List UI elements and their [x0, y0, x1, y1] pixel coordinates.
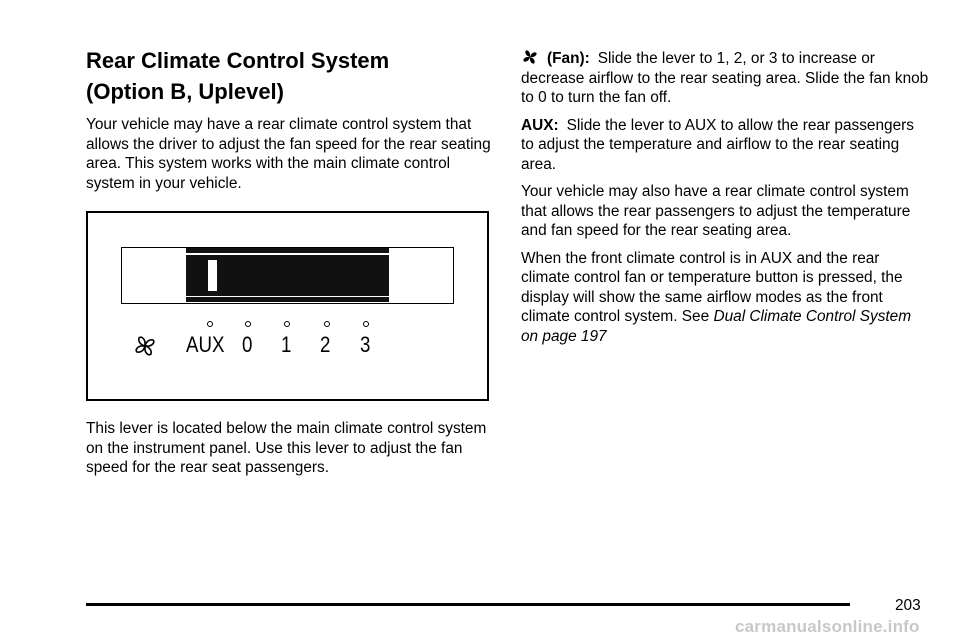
position-dot-aux — [207, 321, 213, 327]
scale-label-2: 2 — [320, 332, 331, 357]
fan-icon — [133, 334, 157, 358]
lever-location-paragraph: This lever is located below the main climate control system on the instrument panel. Use this lever to adjust the fan speed for the rear seat passengers. — [86, 420, 487, 476]
rear-climate-lever-illustration — [86, 211, 489, 401]
aux-display-paragraph — [521, 249, 931, 347]
footer-rule — [86, 603, 850, 606]
section-heading — [86, 45, 491, 107]
position-dot-3 — [363, 321, 369, 327]
page-reference-link[interactable]: Dual Climate Control System on page 197 — [521, 308, 912, 345]
aux-text: Slide the lever to AUX to allow the rear passengers to adjust the temperature and airflow to the rear seating area. — [521, 116, 914, 173]
scale-label-aux: AUX — [186, 332, 225, 357]
position-dot-0 — [245, 321, 251, 327]
rear-passenger-paragraph: Your vehicle may also have a rear climate control system that allows the rear passengers to adjust the temperature and fan speed for the rear seating area. — [521, 183, 911, 239]
scale-label-0: 0 — [242, 332, 253, 357]
heading-line-1: Rear Climate Control System — [86, 48, 390, 73]
position-dot-2 — [324, 321, 330, 327]
scale-label-3: 3 — [360, 332, 371, 357]
scale-label-1: 1 — [281, 332, 292, 357]
left-column — [86, 45, 491, 486]
lever-track — [186, 248, 389, 302]
lever-slot — [121, 247, 454, 304]
fan-text: Slide the lever to 1, 2, or 3 to increase or decrease airflow to the rear seating area. Slide the fan knob to 0 to turn the fan off. — [521, 50, 929, 106]
fan-term: (Fan): — [547, 50, 590, 67]
fan-icon — [521, 48, 539, 66]
position-dot-1 — [284, 321, 290, 327]
aux-term: AUX: — [521, 116, 559, 134]
watermark: carmanualsonline.info — [735, 617, 920, 636]
intro-paragraph: Your vehicle may have a rear climate control system that allows the driver to adjust the fan speed for the rear seating area. This system works with the main climate control system in your vehicle. — [86, 116, 491, 192]
aux-paragraph — [521, 116, 931, 175]
fan-paragraph — [521, 48, 931, 108]
heading-line-2: (Option B, Uplevel) — [86, 79, 284, 104]
page-number: 203 — [895, 597, 921, 614]
aux-display-text: When the front climate control is in AUX and the rear climate control fan or temperature button is pressed, the display will show the same airflow modes as the front climate control system. See — [521, 249, 903, 325]
lever-knob — [208, 260, 217, 291]
right-column — [521, 48, 931, 354]
